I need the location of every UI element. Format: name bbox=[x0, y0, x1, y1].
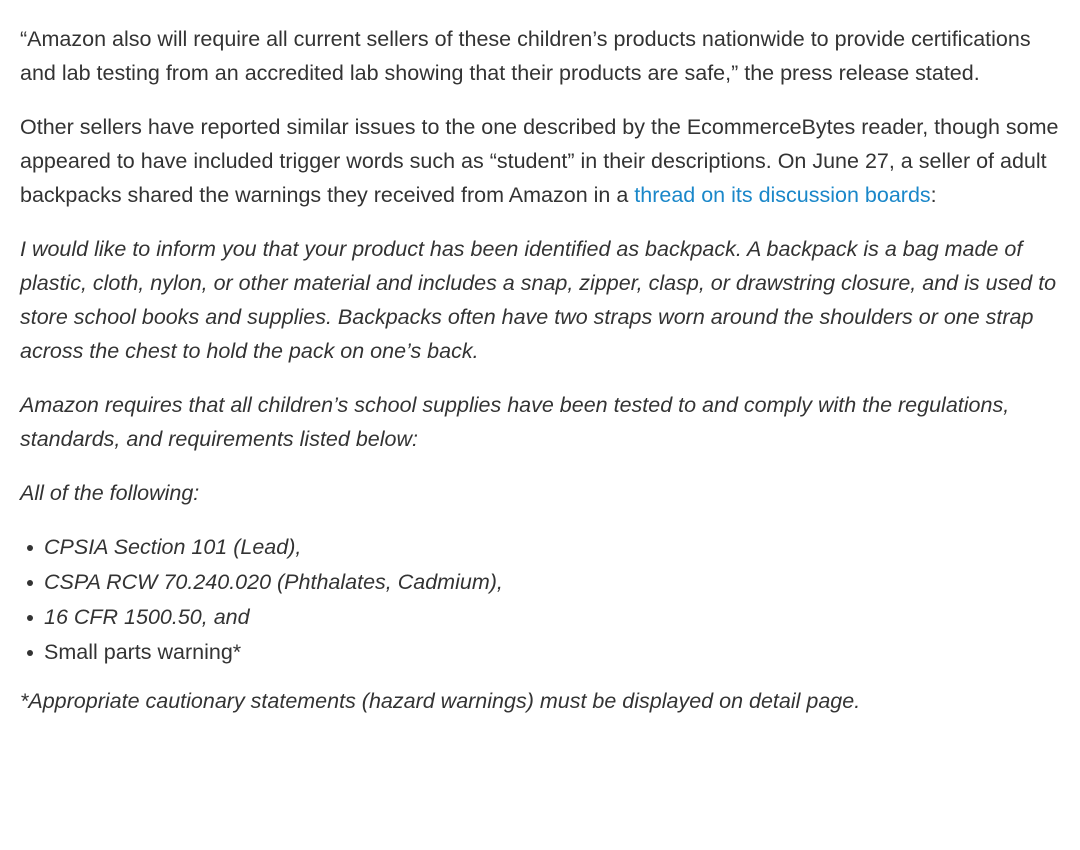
list-item: 16 CFR 1500.50, and bbox=[44, 600, 1060, 635]
list-item: Small parts warning* bbox=[44, 635, 1060, 670]
amazon-warning-all-following: All of the following: bbox=[20, 481, 200, 505]
hazard-warning-footnote: *Appropriate cautionary statements (hazard warnings) must be displayed on detail page. bbox=[20, 689, 861, 713]
amazon-warning-backpack-definition: I would like to inform you that your product has been identified as backpack. A backpack is a bag made of plastic, cloth, nylon, or other material and includes a snap, zipper, clasp, or drawstring closure, and is used to store school books and supplies. Backpacks often have two straps worn around the shoulders or one strap across the chest to hold the pack on one’s back. bbox=[20, 237, 1057, 363]
press-release-quote-paragraph: “Amazon also will require all current sellers of these children’s products nationwide to provide certifications and lab testing from an accredited lab showing that their products are safe,” the press release stated. bbox=[20, 27, 1031, 85]
list-item: CPSIA Section 101 (Lead), bbox=[44, 530, 1060, 565]
requirements-list bbox=[20, 530, 1060, 670]
other-sellers-text: Other sellers have reported similar issues to the one described by the EcommerceBytes reader, though some appeared to have included trigger words such as “student” in their descriptions. On June 27, a seller of adult backpacks shared the warnings they received from Amazon in a bbox=[20, 115, 1059, 207]
other-sellers-text-end: : bbox=[930, 183, 937, 207]
discussion-thread-link[interactable]: thread on its discussion boards bbox=[634, 183, 931, 207]
article-body bbox=[20, 22, 1060, 738]
list-item: CSPA RCW 70.240.020 (Phthalates, Cadmium), bbox=[44, 565, 1060, 600]
amazon-warning-requirements: Amazon requires that all children’s school supplies have been tested to and comply with the regulations, standards, and requirements listed below: bbox=[20, 393, 1010, 451]
other-sellers-paragraph bbox=[20, 110, 1060, 212]
